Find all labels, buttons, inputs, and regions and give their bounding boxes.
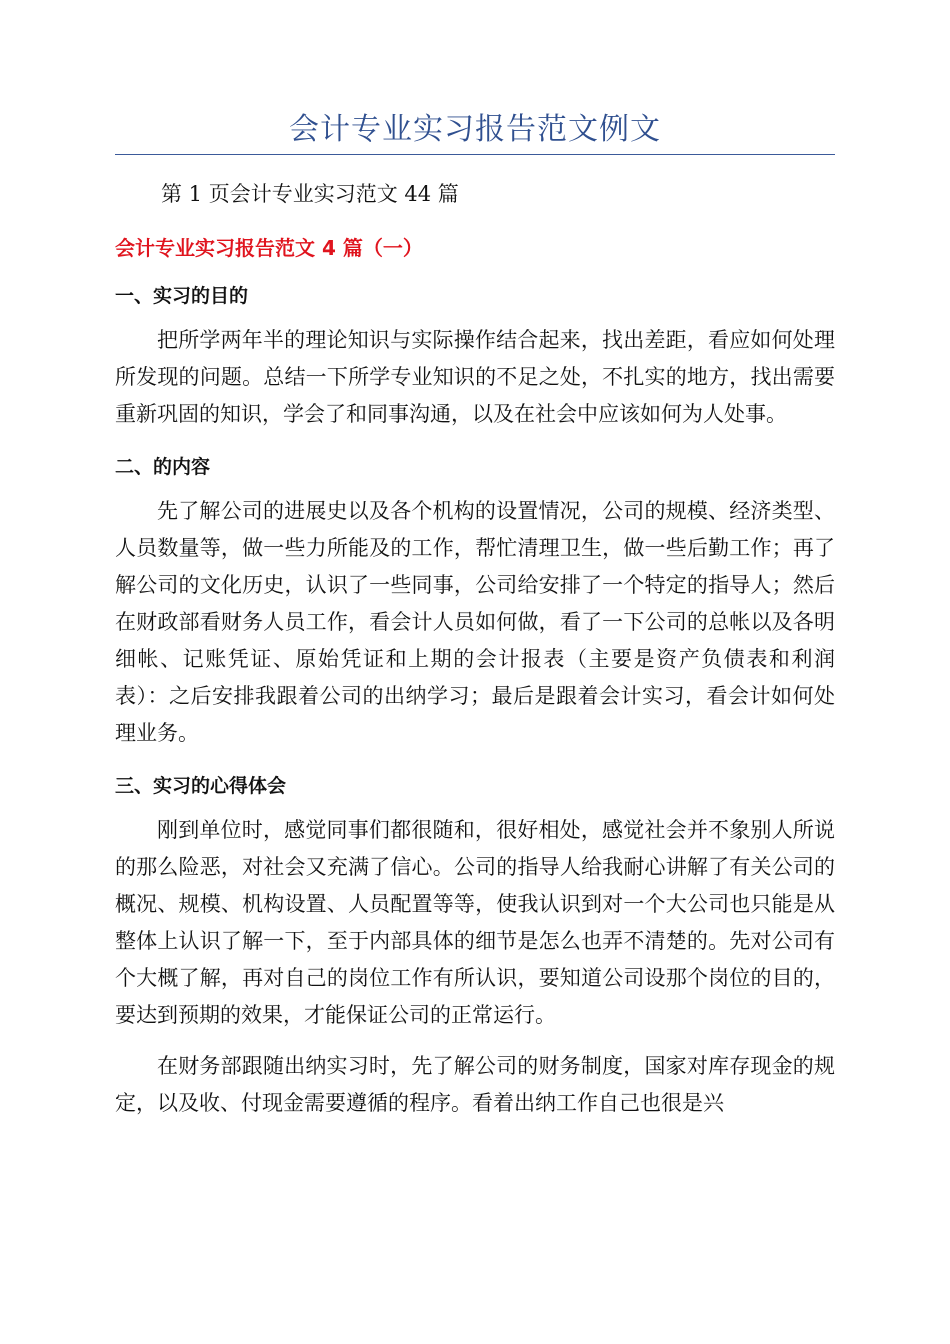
- section-content: [115, 447, 835, 752]
- section-heading: 二、的内容: [115, 456, 211, 478]
- paragraph: 刚到单位时，感觉同事们都很随和，很好相处，感觉社会并不象别人所说的那么险恶，对社会又充满了信心。公司的指导人给我耐心讲解了有关公司的概况、规模、机构设置、人员配置等等，使我认识到对一个大公司也只能是从整体上认识了解一下，至于内部具体的细节是怎么也弄不清楚的。先对公司有个大概了解，再对自己的岗位工作有所认识，要知道公司设那个岗位的目的，要达到预期的效果，才能保证公司的正常运行。: [115, 818, 835, 1027]
- document-subtitle: 第 1 页会计专业实习范文 44 篇: [161, 182, 459, 206]
- section-experience: [115, 766, 835, 1122]
- section-purpose: [115, 276, 835, 433]
- document-body: [115, 172, 835, 1136]
- section-heading: 一、实习的目的: [115, 285, 249, 307]
- section-heading: 三、实习的心得体会: [115, 775, 287, 797]
- paragraph: 在财务部跟随出纳实习时，先了解公司的财务制度，国家对库存现金的规定，以及收、付现金需要遵循的程序。看着出纳工作自己也很是兴: [115, 1054, 835, 1115]
- title-underline: [115, 154, 835, 155]
- section-title: 会计专业实习报告范文 4 篇（一）: [115, 236, 423, 260]
- paragraph: 把所学两年半的理论知识与实际操作结合起来，找出差距，看应如何处理所发现的问题。总结一下所学专业知识的不足之处，不扎实的地方，找出需要重新巩固的知识，学会了和同事沟通，以及在社会中应该如何为人处事。: [115, 328, 835, 426]
- paragraph: 先了解公司的进展史以及各个机构的设置情况，公司的规模、经济类型、人员数量等，做一些力所能及的工作，帮忙清理卫生，做一些后勤工作；再了解公司的文化历史，认识了一些同事，公司给安排了一个特定的指导人；然后在财政部看财务人员工作，看会计人员如何做，看了一下公司的总帐以及各明细帐、记账凭证、原始凭证和上期的会计报表（主要是资产负债表和利润表）：之后安排我跟着公司的出纳学习；最后是跟着会计实习，看会计如何处理业务。: [115, 499, 835, 745]
- document-title: 会计专业实习报告范文例文: [289, 112, 661, 147]
